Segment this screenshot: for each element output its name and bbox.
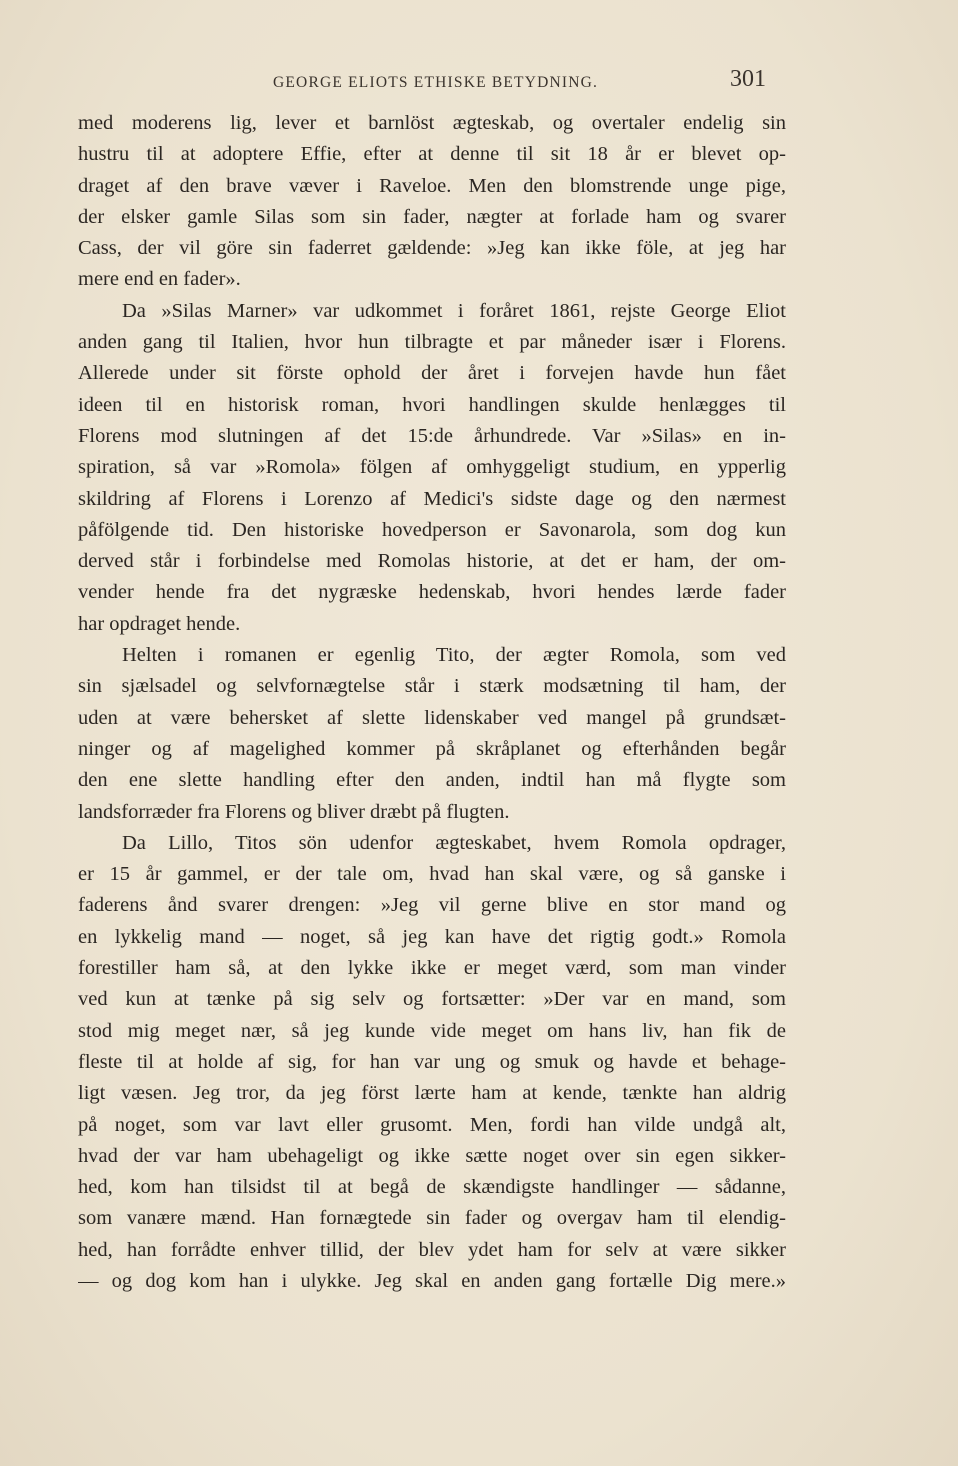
- text-line: der elsker gamle Silas som sin fader, nægter at forlade ham og svarer: [78, 205, 786, 228]
- text-line: skildring af Florens i Lorenzo af Medici's sidste dage og den nærmest: [78, 487, 786, 510]
- text-line: vender hende fra det nygræske hedenskab, hvori hendes lærde fader: [78, 581, 786, 604]
- text-line: uden at være behersket af slette lidenskaber ved mangel på grundsæt-: [78, 706, 786, 729]
- page-header: [0, 64, 958, 100]
- text-line: på noget, som var lavt eller grusomt. Men, fordi han vilde undgå alt,: [78, 1113, 786, 1136]
- text-line: stod mig meget nær, så jeg kunde vide meget om hans liv, han fik de: [78, 1019, 786, 1042]
- text-line: landsforræder fra Florens og bliver dræbt på flugten.: [78, 800, 510, 823]
- text-line: hed, han forrådte enhver tillid, der blev ydet ham for selv at være sikker: [78, 1238, 786, 1261]
- text-line: faderens ånd svarer drengen: »Jeg vil gerne blive en stor mand og: [78, 894, 786, 917]
- text-line: ligt væsen. Jeg tror, da jeg först lærte ham at kende, tænkte han aldrig: [78, 1082, 786, 1105]
- body-text: [78, 108, 786, 1297]
- page-number: 301: [730, 66, 766, 92]
- text-line: ninger og af magelighed kommer på skråplanet og efterhånden begår: [78, 737, 786, 760]
- text-line: Da Lillo, Titos sön udenfor ægteskabet, hvem Romola opdrager,: [122, 831, 786, 854]
- running-title: GEORGE ELIOTS ETHISKE BETYDNING.: [273, 74, 599, 91]
- text-line: Cass, der vil göre sin faderret gældende: »Jeg kan ikke föle, at jeg har: [78, 237, 786, 260]
- text-line: Allerede under sit förste ophold der året i forvejen havde hun fået: [78, 362, 786, 385]
- text-line: Helten i romanen er egenlig Tito, der ægter Romola, som ved: [122, 644, 786, 667]
- text-line: ideen til en historisk roman, hvori handlingen skulde henlægges til: [78, 393, 786, 416]
- text-line: sin sjælsadel og selvfornægtelse står i stærk modsætning til ham, der: [78, 675, 786, 698]
- text-line: som vanære mænd. Han fornægtede sin fader og overgav ham til elendig-: [78, 1207, 786, 1230]
- text-line: hed, kom han tilsidst til at begå de skændigste handlinger — sådanne,: [78, 1176, 786, 1199]
- text-line: påfölgende tid. Den historiske hovedperson er Savonarola, som dog kun: [78, 518, 786, 541]
- text-line: forestiller ham så, at den lykke ikke er meget værd, som man vinder: [78, 957, 786, 980]
- text-line: med moderens lig, lever et barnlöst ægteskab, og overtaler endelig sin: [78, 112, 786, 134]
- text-line: har opdraget hende.: [78, 612, 241, 635]
- text-line: hustru til at adoptere Effie, efter at denne til sit 18 år er blevet op-: [78, 143, 786, 166]
- text-line: anden gang til Italien, hvor hun tilbragte et par måneder især i Florens.: [78, 331, 786, 354]
- text-line: den ene slette handling efter den anden, indtil han må flygte som: [78, 769, 786, 792]
- text-line: en lykkelig mand — noget, så jeg kan have det rigtig godt.» Romola: [78, 925, 786, 948]
- text-line: fleste til at holde af sig, for han var ung og smuk og havde et behage-: [78, 1050, 786, 1073]
- text-line: spiration, så var »Romola» fölgen af omhyggeligt studium, en ypperlig: [78, 456, 786, 479]
- text-line: mere end en fader».: [78, 268, 241, 291]
- text-line: derved står i forbindelse med Romolas historie, at det er ham, der om-: [78, 550, 786, 573]
- text-line: — og dog kom han i ulykke. Jeg skal en anden gang fortælle Dig mere.»: [78, 1269, 786, 1292]
- text-line: ved kun at tænke på sig selv og fortsætter: »Der var en mand, som: [78, 988, 786, 1011]
- text-line: hvad der var ham ubehageligt og ikke sætte noget over sin egen sikker-: [78, 1144, 786, 1167]
- text-line: er 15 år gammel, er der tale om, hvad han skal være, og så ganske i: [78, 863, 786, 886]
- text-line: Florens mod slutningen af det 15:de århundrede. Var »Silas» en in-: [78, 424, 786, 447]
- text-line: draget af den brave væver i Raveloe. Men den blomstrende unge pige,: [78, 174, 786, 197]
- text-line: Da »Silas Marner» var udkommet i foråret 1861, rejste George Eliot: [122, 299, 786, 322]
